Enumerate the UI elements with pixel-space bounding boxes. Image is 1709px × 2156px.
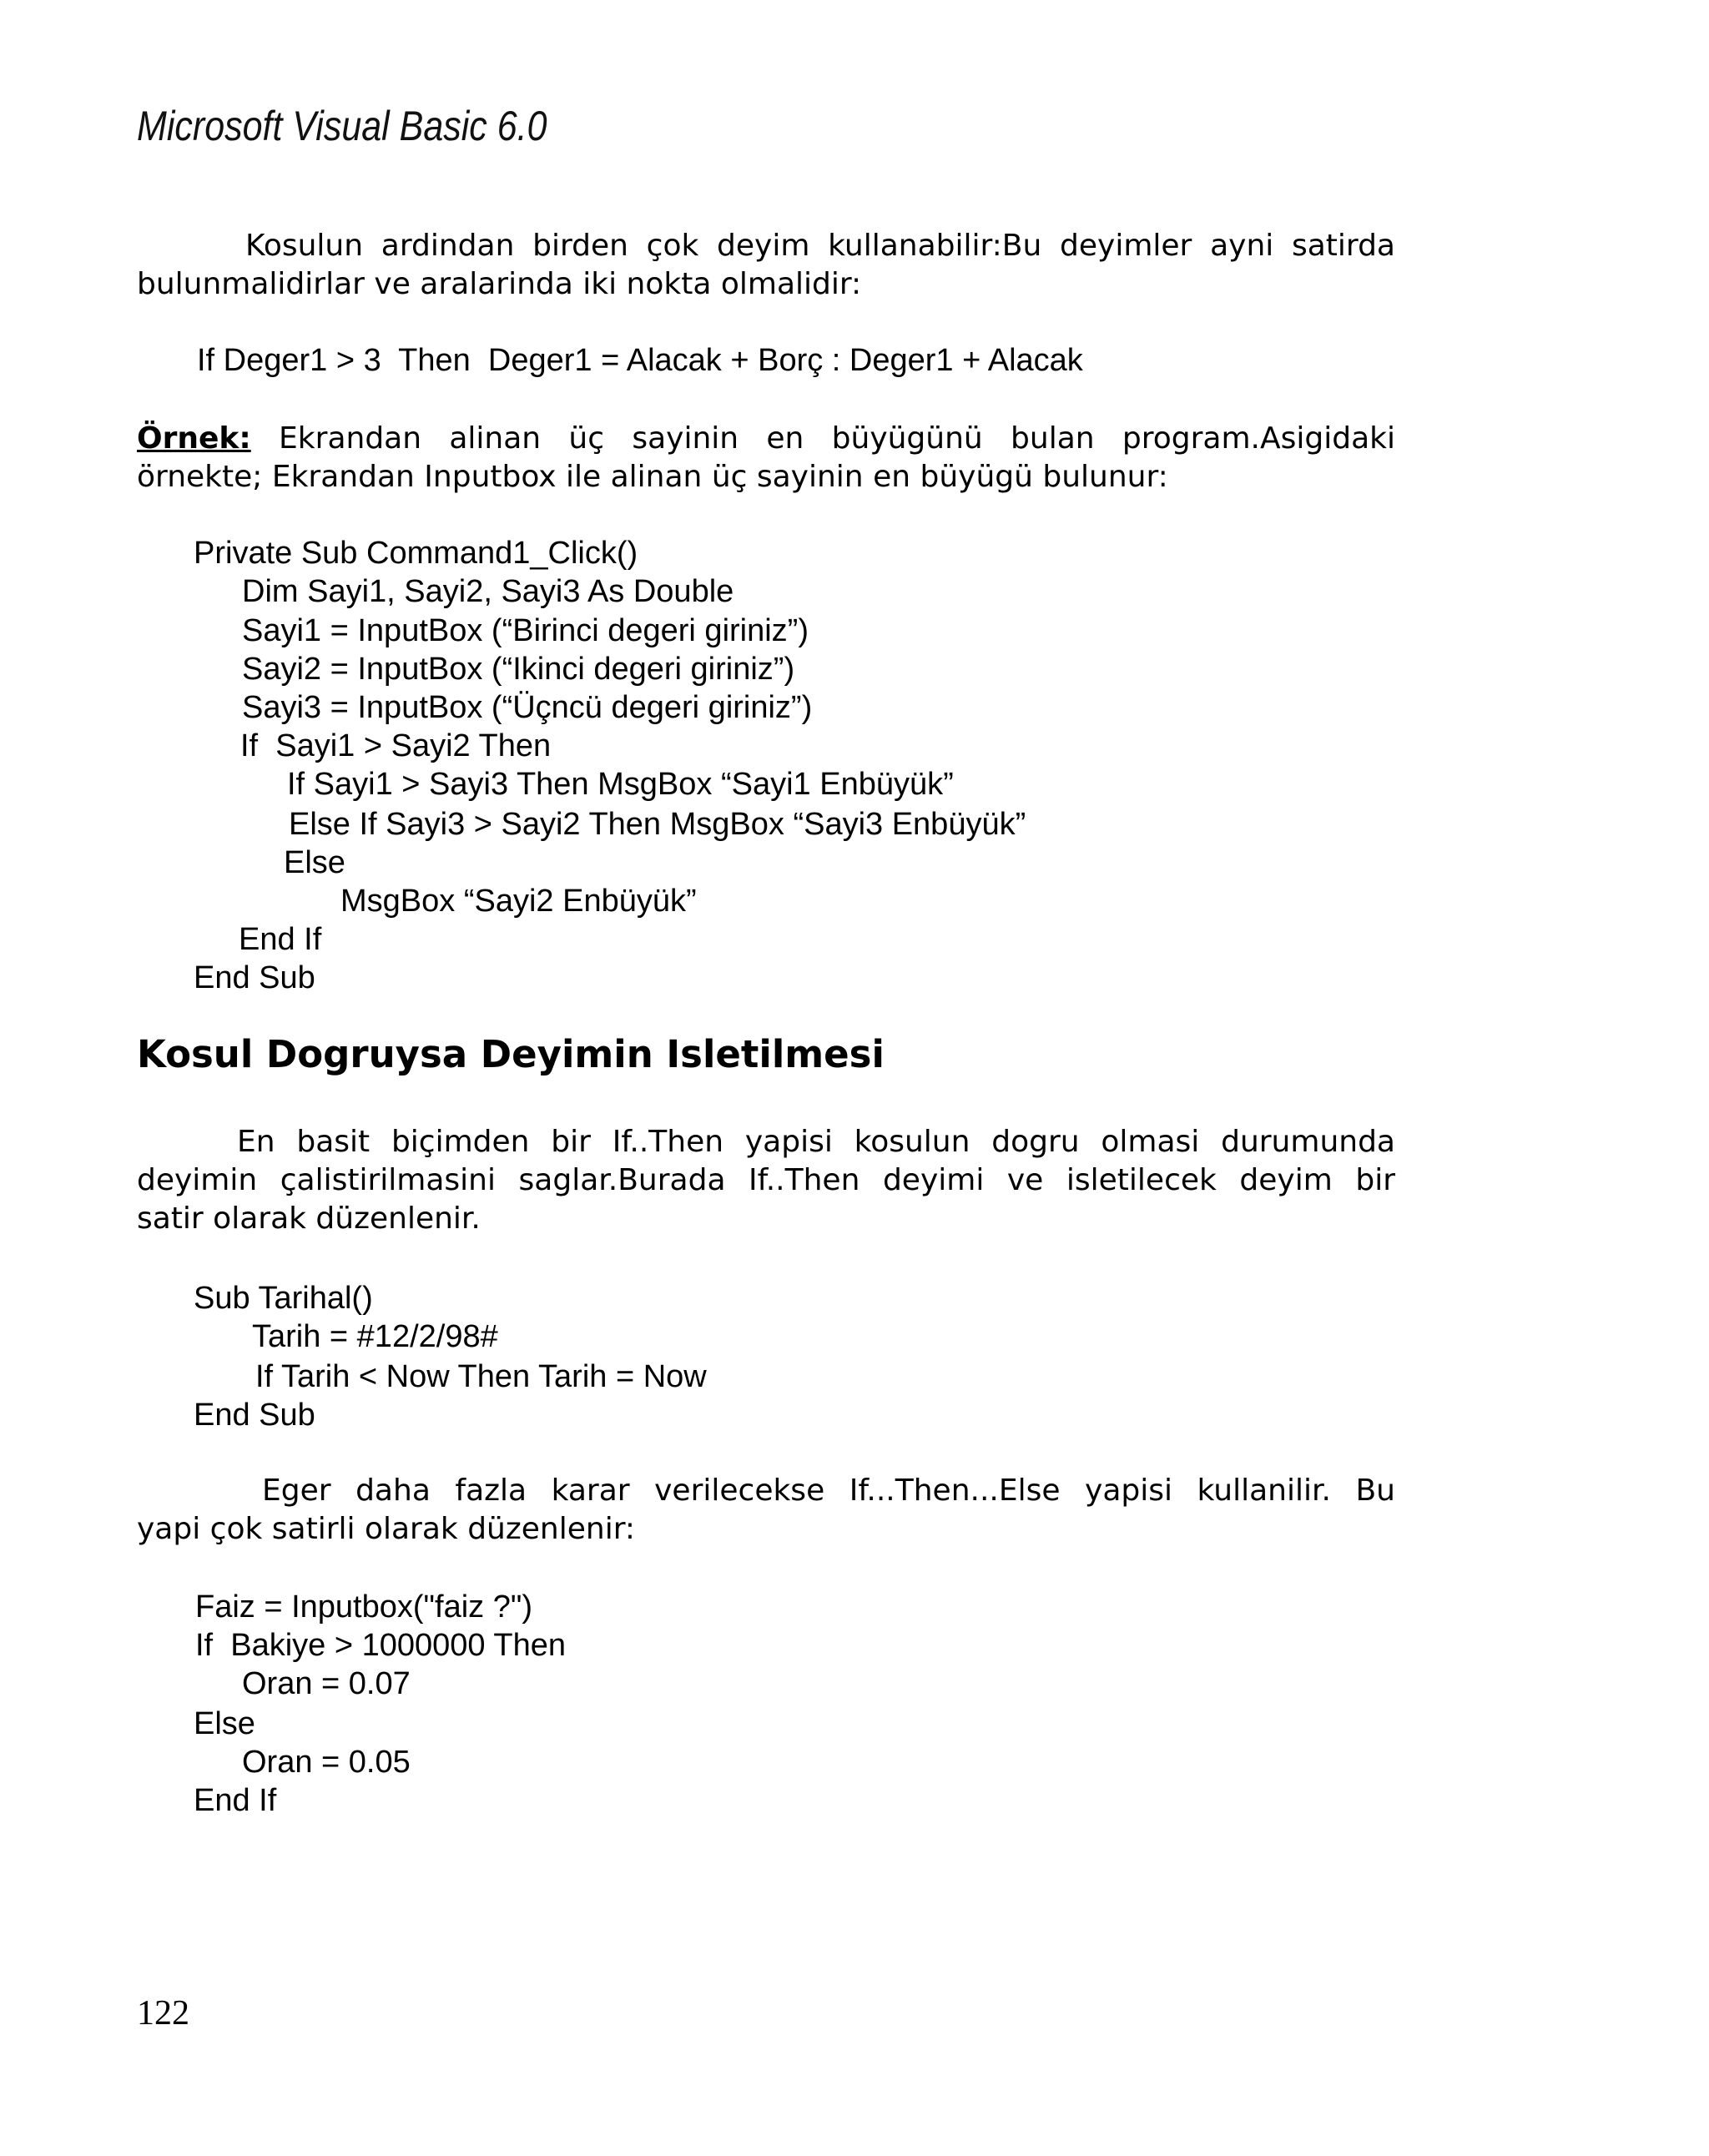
- paragraph-line: satir olarak düzenlenir.: [137, 1201, 481, 1236]
- example-paragraph: [137, 420, 1395, 496]
- code-line: Tarih = #12/2/98#: [252, 1319, 498, 1354]
- code-line: Else If Sayi3 > Sayi2 Then MsgBox “Sayi3 Enbüyük”: [289, 807, 1026, 842]
- code-line: If Tarih < Now Then Tarih = Now: [255, 1359, 707, 1394]
- example-label: Örnek:: [137, 421, 251, 456]
- code-line: If Sayi1 > Sayi3 Then MsgBox “Sayi1 Enbüyük”: [287, 767, 954, 802]
- running-header: Microsoft Visual Basic 6.0: [137, 103, 547, 149]
- code-line: Private Sub Command1_Click(): [194, 536, 638, 571]
- example-line-1: [137, 420, 1395, 458]
- intro-paragraph: [137, 227, 1395, 304]
- code-line: Faiz = Inputbox("faiz ?"): [195, 1589, 532, 1625]
- code-line: If Sayi1 > Sayi2 Then: [240, 728, 552, 763]
- paragraph-line: Eger daha fazla karar verilecekse If...Then...Else yapisi kullanilir. Bu: [262, 1473, 1395, 1508]
- body-paragraph: [137, 1472, 1395, 1549]
- paragraph-line: deyimin çalistirilmasini saglar.Burada If..Then deyimi ve isletilecek deyim bir: [137, 1163, 1395, 1197]
- example-line-1-text: Ekrandan alinan üç sayinin en büyügünü bulan program.Asigidaki: [250, 421, 1395, 456]
- section-heading: Kosul Dogruysa Deyimin Isletilmesi: [137, 1032, 885, 1076]
- code-line: If Deger1 > 3 Then Deger1 = Alacak + Borç : Deger1 + Alacak: [197, 343, 1083, 378]
- paragraph-line: En basit biçimden bir If..Then yapisi kosulun dogru olmasi durumunda: [237, 1125, 1395, 1159]
- intro-line-1: Kosulun ardindan birden çok deyim kullanabilir:Bu deyimler ayni satirda: [245, 229, 1395, 263]
- page-number: 122: [137, 1994, 189, 2033]
- code-line: Oran = 0.07: [242, 1666, 411, 1701]
- code-line: Sub Tarihal(): [194, 1281, 373, 1316]
- body-paragraph: [137, 1123, 1395, 1238]
- code-line: Sayi3 = InputBox (“Üçncü degeri giriniz”): [242, 690, 813, 725]
- code-line: Sayi2 = InputBox (“Ikinci degeri giriniz”): [242, 652, 795, 687]
- code-line: End If: [194, 1783, 277, 1818]
- code-line: End Sub: [194, 960, 315, 995]
- example-line-2: örnekte; Ekrandan Inputbox ile alinan üç sayinin en büyügü bulunur:: [137, 460, 1168, 494]
- code-line: Else: [284, 845, 345, 880]
- code-line: End Sub: [194, 1398, 315, 1433]
- code-line: Sayi1 = InputBox (“Birinci degeri giriniz”): [242, 613, 809, 648]
- code-line: MsgBox “Sayi2 Enbüyük”: [340, 884, 697, 919]
- intro-line-2: bulunmalidirlar ve aralarinda iki nokta olmalidir:: [137, 267, 862, 301]
- paragraph-line: yapi çok satirli olarak düzenlenir:: [137, 1512, 635, 1546]
- code-line: Oran = 0.05: [242, 1745, 411, 1780]
- code-line: Dim Sayi1, Sayi2, Sayi3 As Double: [242, 574, 734, 609]
- code-line: Else: [194, 1706, 255, 1741]
- code-line: End If: [239, 922, 322, 957]
- code-line: If Bakiye > 1000000 Then: [195, 1628, 567, 1663]
